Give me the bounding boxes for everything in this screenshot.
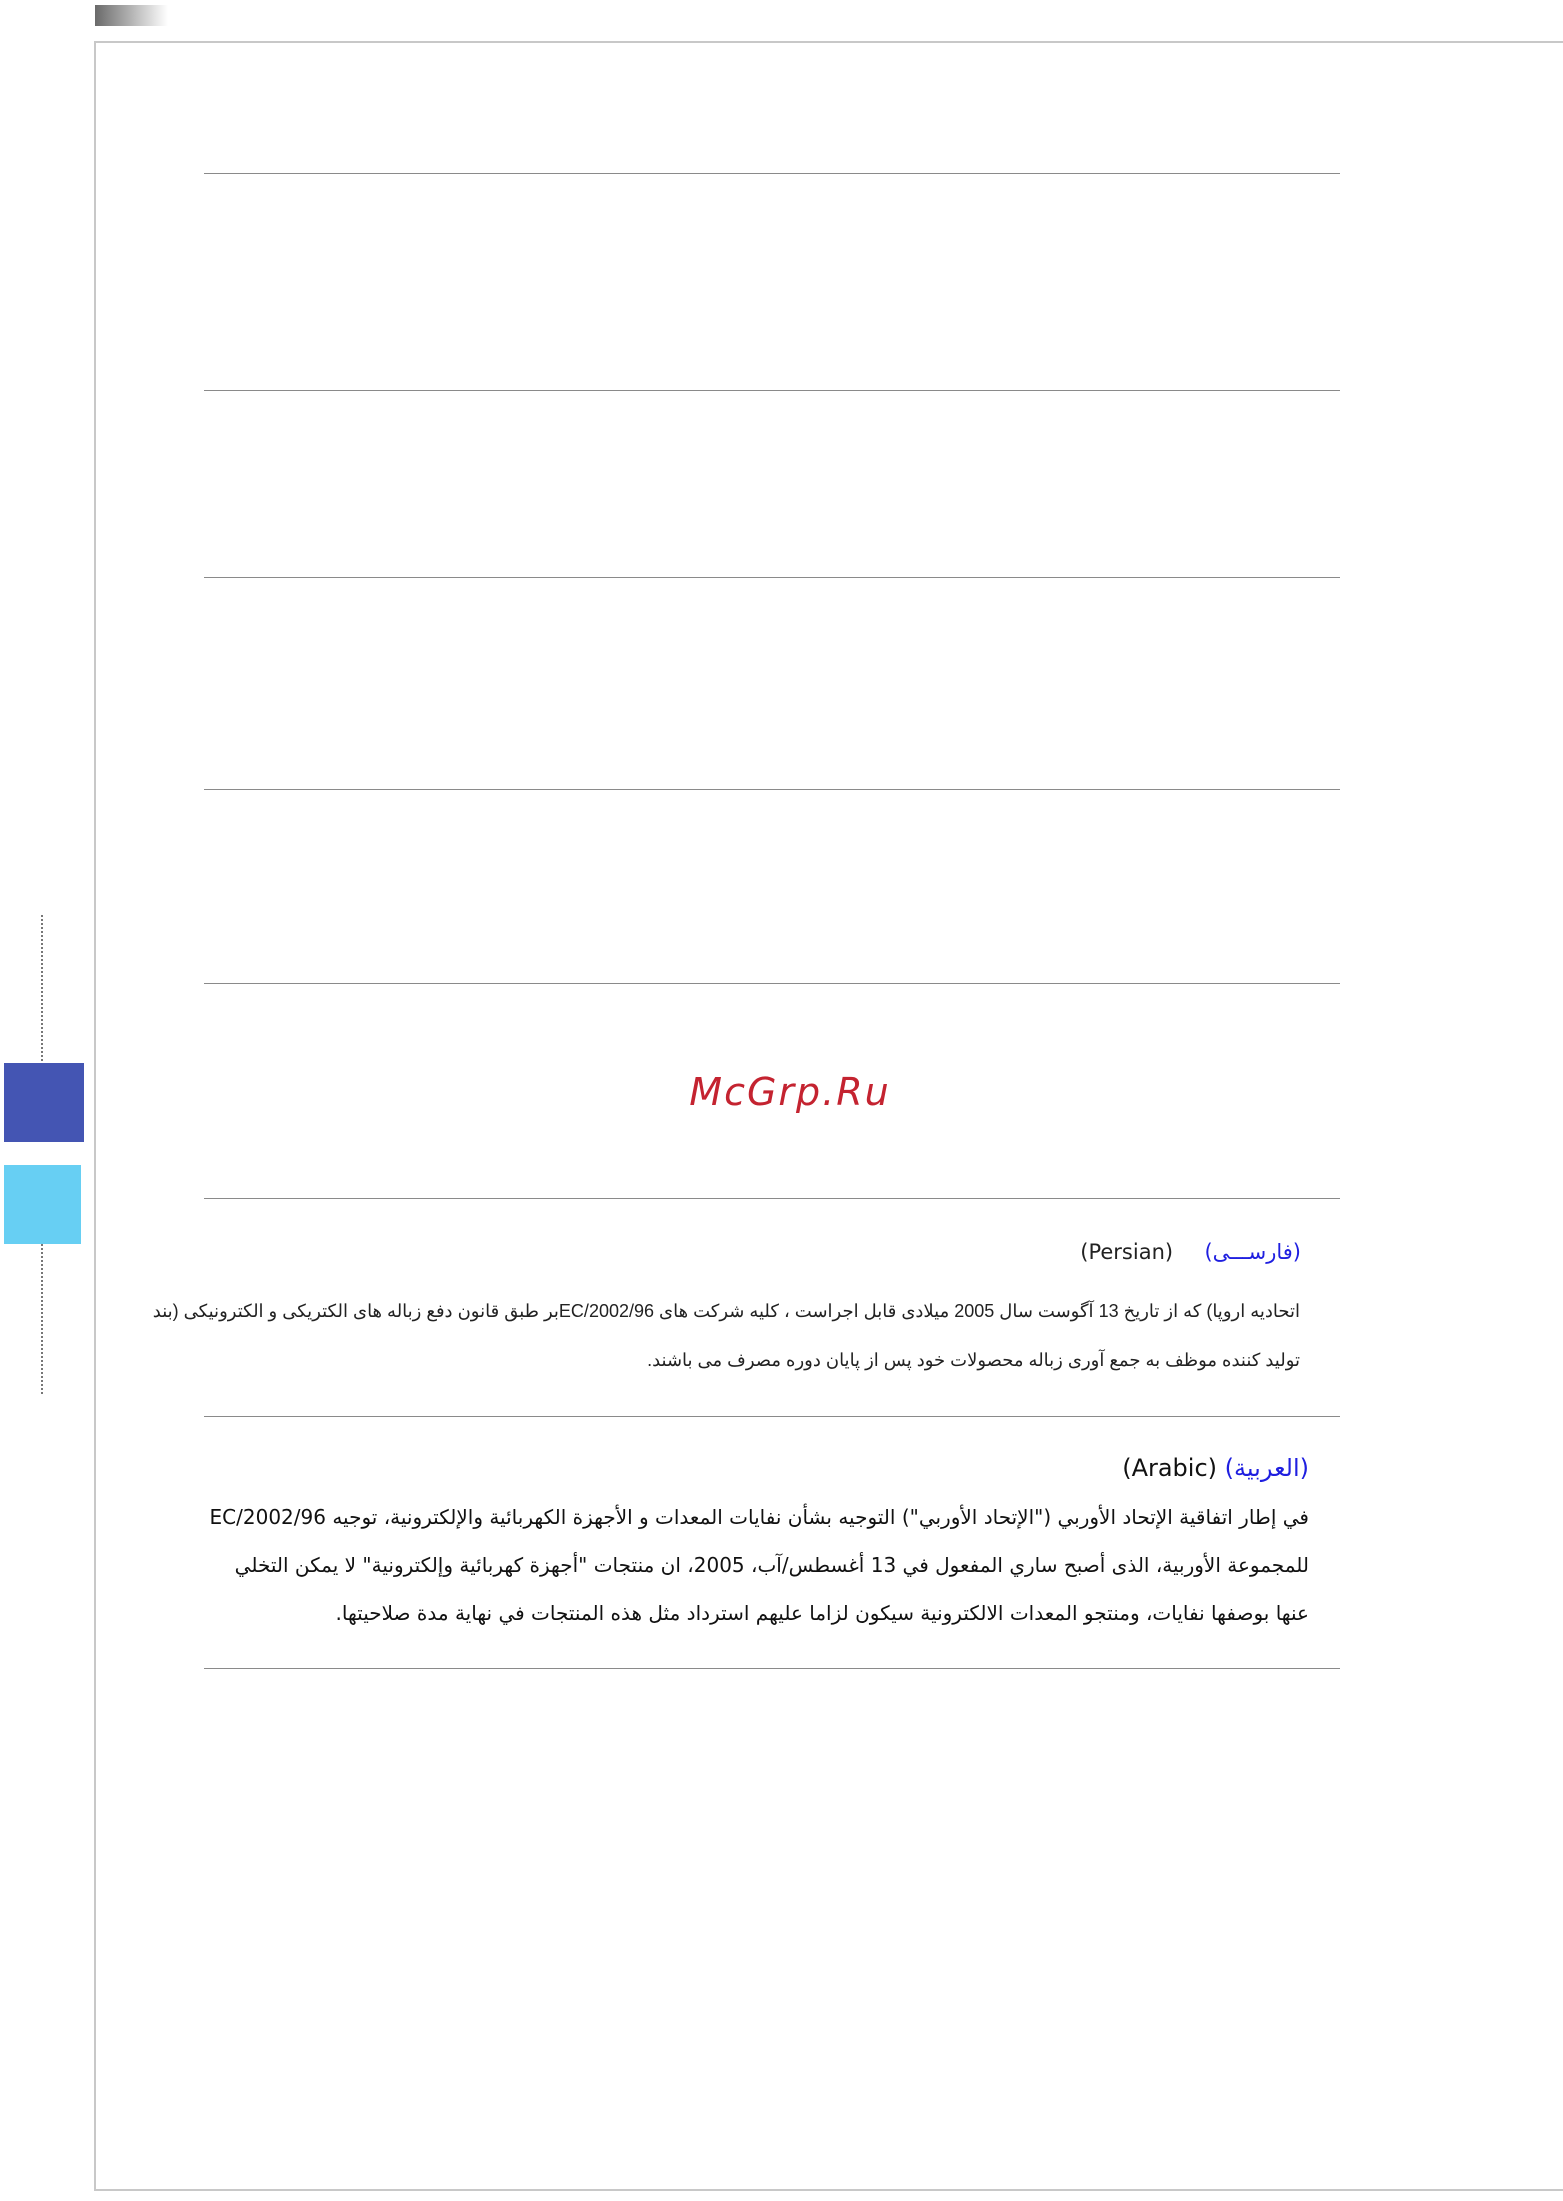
side-tab-dark xyxy=(4,1063,84,1142)
side-dotted-line-bottom xyxy=(41,1244,43,1394)
section-divider xyxy=(204,1416,1340,1417)
arabic-paragraph-line-1: في إطار اتفاقية الإتحاد الأوربي ("الإتحاد الأوربي") التوجيه بشأن نفايات المعدات و الأجهزة الكهربائية والإلكترونية، توجيه 2002/96/EC xyxy=(209,1505,1309,1529)
persian-english-name: (Persian) xyxy=(1080,1240,1174,1264)
section-divider xyxy=(204,1198,1340,1199)
header-gradient-bar xyxy=(95,5,168,26)
section-divider xyxy=(204,390,1340,391)
section-divider xyxy=(204,789,1340,790)
section-divider xyxy=(204,173,1340,174)
arabic-paragraph-line-2: للمجموعة الأوربية، الذى أصبح ساري المفعول في 13 أغسطس/آب، 2005، ان منتجات "أجهزة كهربائية وإلكترونية" لا يمكن التخلي xyxy=(234,1553,1309,1577)
arabic-english-name: (Arabic) xyxy=(1122,1454,1218,1482)
persian-paragraph-line-1: اتحادیه اروپا) که از تاریخ 13 آگوست سال 2005 میلادی قابل اجراست ، کلیه شرکت های 2002/96/ECبر طبق قانون دفع زباله های الکتریکی و الکترونیکی (بند xyxy=(152,1301,1300,1321)
side-dotted-line-top xyxy=(41,915,43,1065)
side-tab-light xyxy=(4,1165,81,1244)
arabic-heading xyxy=(1122,1454,1309,1482)
section-divider xyxy=(204,577,1340,578)
arabic-native-name: (العربية) xyxy=(1224,1454,1309,1482)
persian-heading xyxy=(1080,1240,1301,1264)
persian-native-name: (فارســـی) xyxy=(1204,1240,1301,1264)
persian-paragraph-line-2: تولید کننده موظف به جمع آوری زباله محصولات خود پس از پایان دوره مصرف می باشند. xyxy=(647,1350,1300,1370)
section-divider xyxy=(204,983,1340,984)
section-divider xyxy=(204,1668,1340,1669)
watermark: McGrp.Ru xyxy=(689,1070,891,1114)
arabic-paragraph-line-3: عنها بوصفها نفايات، ومنتجو المعدات الالكترونية سيكون لزاما عليهم استرداد مثل هذه المنتجات في نهاية مدة صلاحيتها. xyxy=(335,1601,1309,1625)
page-frame xyxy=(94,41,1563,2191)
